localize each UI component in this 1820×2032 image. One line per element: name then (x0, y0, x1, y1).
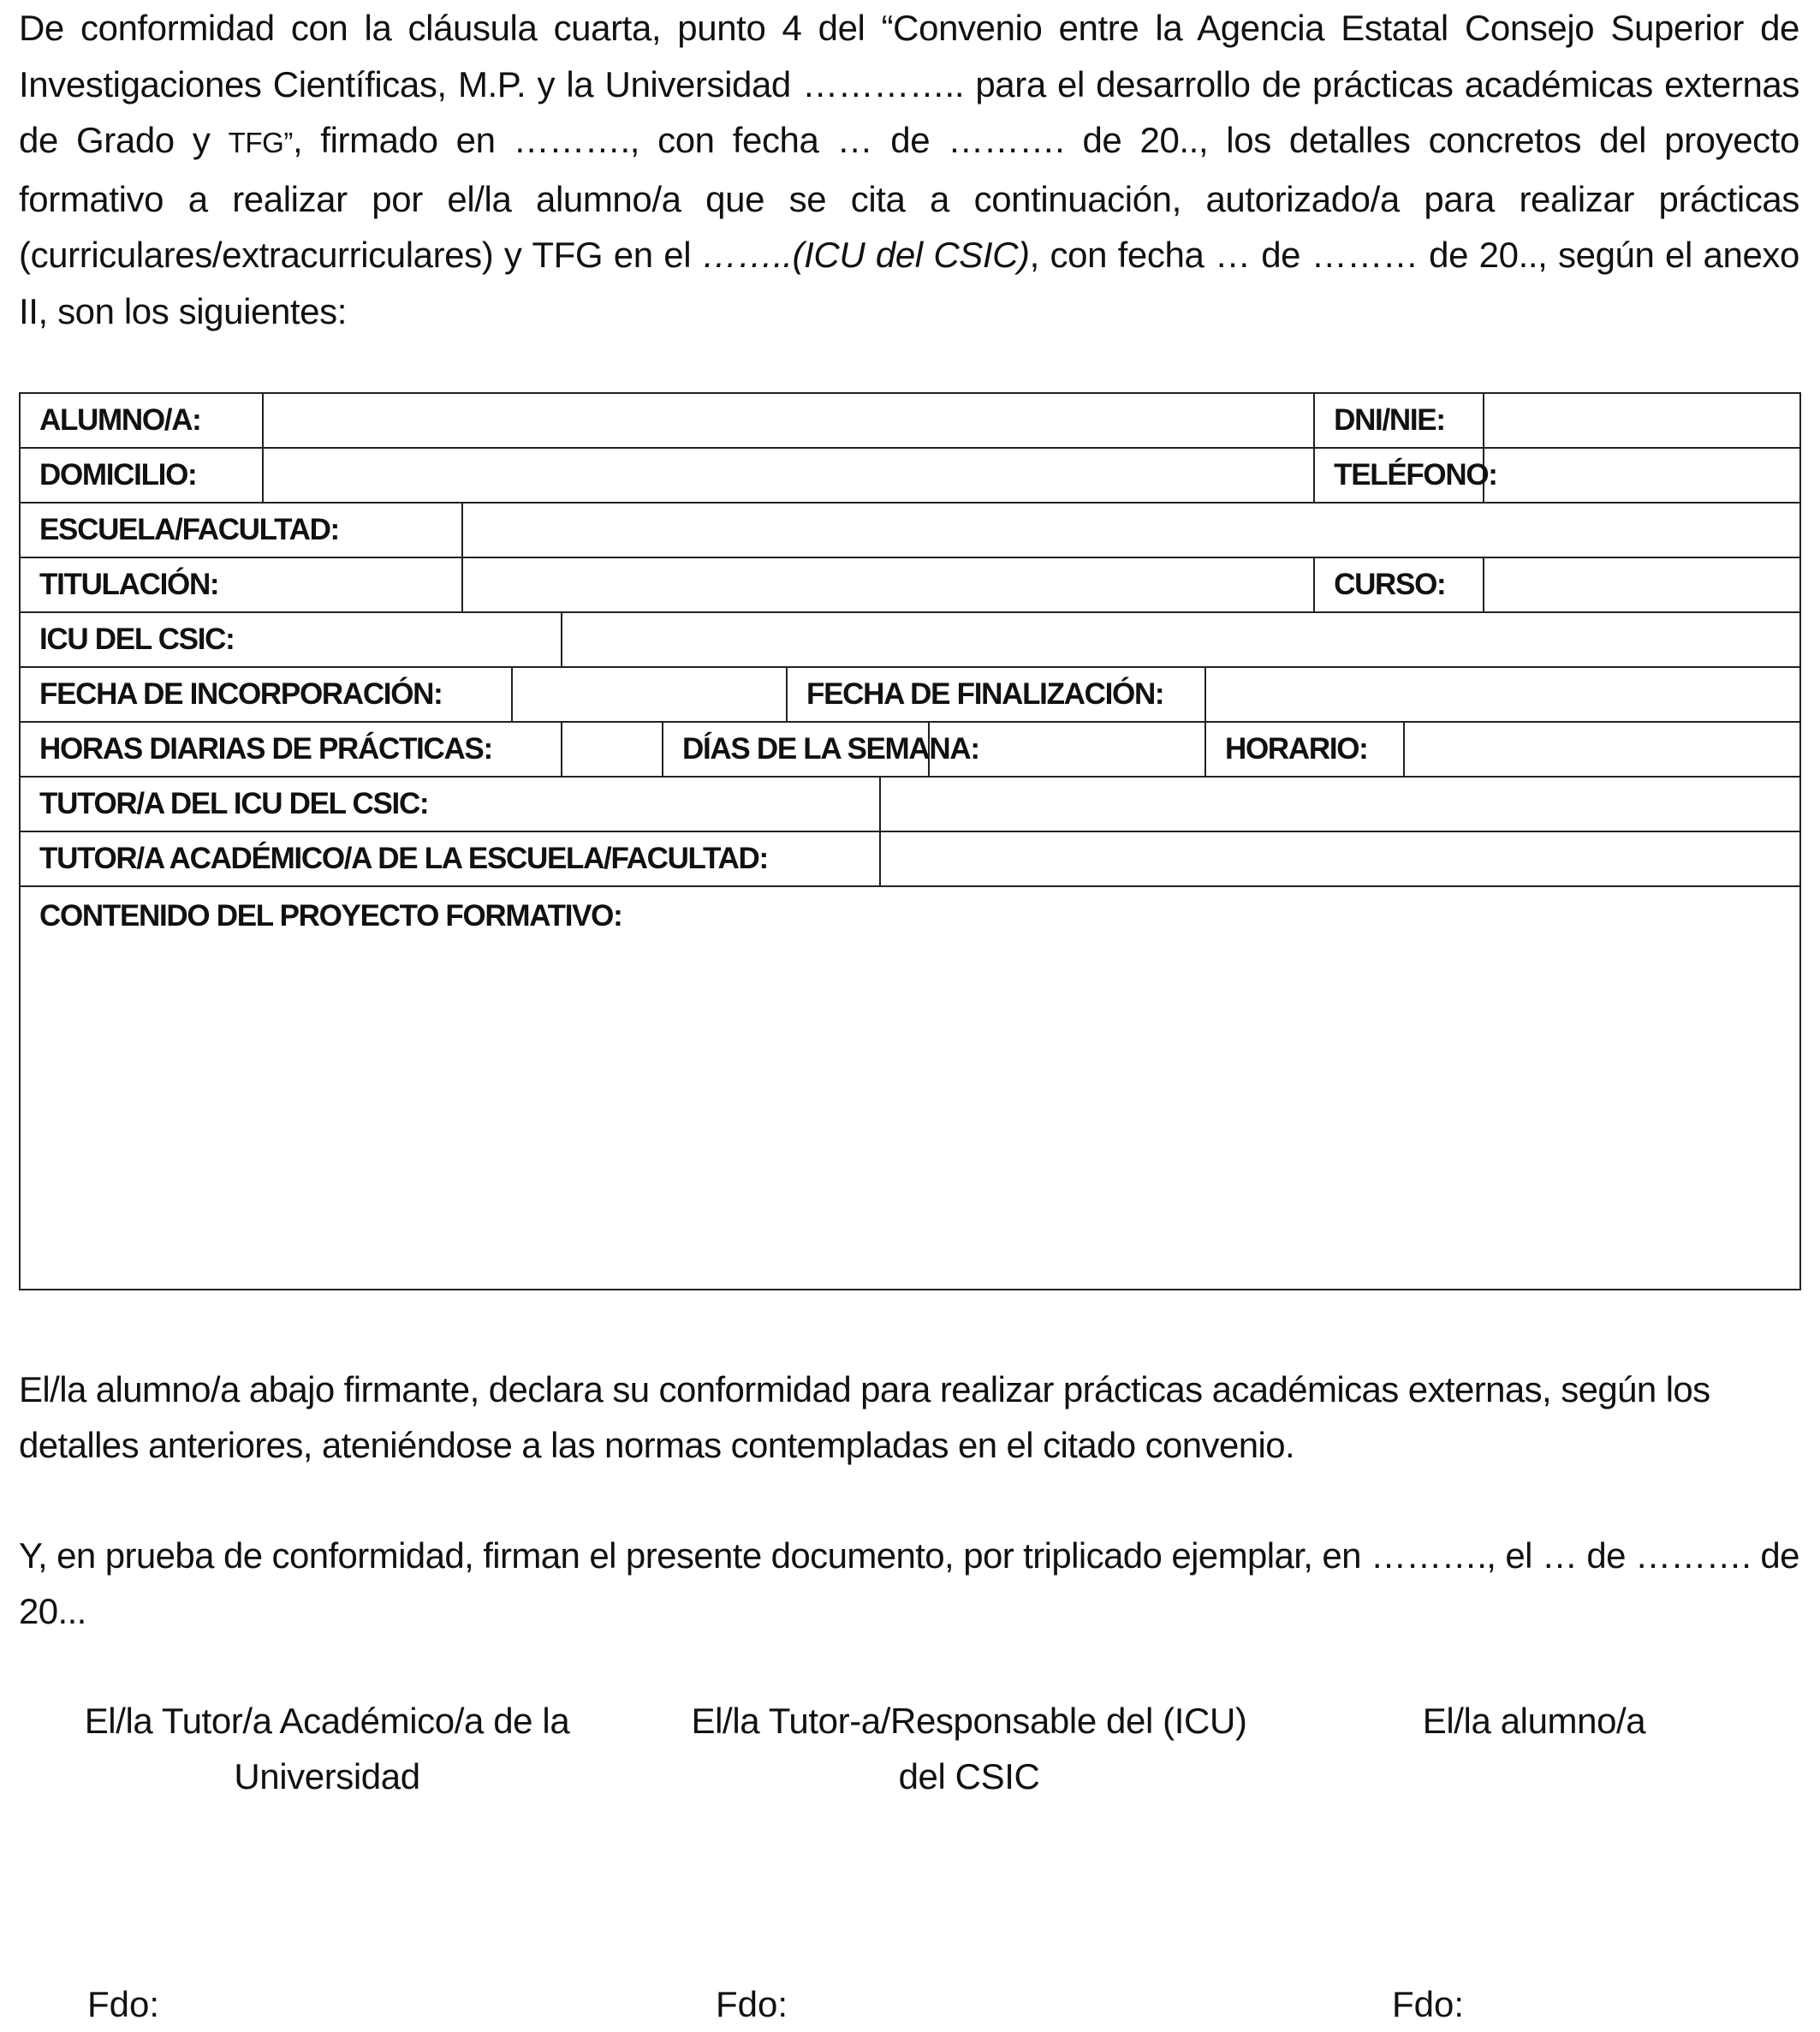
signature-academic-line2: Universidad (234, 1756, 420, 1797)
field-curso[interactable] (1484, 557, 1800, 612)
field-fecha-incorporacion[interactable] (512, 667, 787, 722)
label-alumno: ALUMNO/A: (20, 393, 263, 448)
fdo-academic: Fdo: (87, 1984, 160, 2024)
signature-csic-tutor (652, 1693, 1286, 1804)
intro-text-2: , firmado en ………., con fecha … de ………. de 20.., los detalles concretos del proyecto formativo a realizar por el/la alumno/a que se cita a continuación, autorizado/a para realizar prácticas (curriculares/extracurriculares) y TFG en el (19, 120, 1799, 275)
label-fecha-finalizacion: FECHA DE FINALIZACIÓN: (787, 667, 1205, 722)
field-icu[interactable] (562, 612, 1800, 667)
label-titulacion: TITULACIÓN: (20, 557, 462, 612)
field-horas[interactable] (562, 722, 663, 777)
document-page (19, 0, 1799, 2024)
signature-csic-line1: El/la Tutor-a/Responsable del (ICU) (691, 1701, 1247, 1741)
field-alumno[interactable] (263, 393, 1314, 448)
signature-student (1354, 1693, 1714, 1749)
label-fecha-incorporacion: FECHA DE INCORPORACIÓN: (20, 667, 512, 722)
label-tutor-icu: TUTOR/A DEL ICU DEL CSIC: (20, 777, 880, 831)
intro-text-3: , con fecha … de ……… de 20.., según el anexo II, son los siguientes: (19, 235, 1799, 331)
intro-icu-placeholder: ……..(ICU del CSIC) (701, 235, 1030, 275)
intro-text-1: De conformidad con la cláusula cuarta, punto 4 del “Convenio entre la Agencia Estatal Consejo Superior de Investigaciones Científicas, M.P. y la Universidad ………….. para el desarrollo de prácticas académicas externas de Grado y (19, 8, 1799, 160)
field-escuela[interactable] (462, 503, 1800, 557)
label-escuela: ESCUELA/FACULTAD: (20, 503, 462, 557)
label-horario: HORARIO: (1205, 722, 1404, 777)
field-fecha-finalizacion[interactable] (1205, 667, 1800, 722)
label-icu: ICU DEL CSIC: (20, 612, 562, 667)
intro-tfg: TFG” (228, 127, 293, 158)
fdo-csic: Fdo: (716, 1984, 788, 2024)
signature-csic-line2: del CSIC (898, 1756, 1040, 1797)
label-horas: HORAS DIARIAS DE PRÁCTICAS: (20, 722, 562, 777)
label-dni: DNI/NIE: (1314, 393, 1484, 448)
label-dias: DÍAS DE LA SEMANA: (663, 722, 929, 777)
agreement-paragraph: Y, en prueba de conformidad, firman el presente documento, por triplicado ejemplar, en ………., el … de ………. de 20... (19, 1535, 1799, 1631)
label-curso: CURSO: (1314, 557, 1484, 612)
label-contenido: CONTENIDO DEL PROYECTO FORMATIVO: (39, 899, 622, 933)
label-telefono: TELÉFONO: (1314, 448, 1484, 503)
field-tutor-academico[interactable] (880, 831, 1800, 886)
intro-paragraph (19, 0, 1799, 339)
signature-student-line1: El/la alumno/a (1422, 1701, 1646, 1741)
field-dni[interactable] (1484, 393, 1800, 448)
signature-academic-line1: El/la Tutor/a Académico/a de la (84, 1701, 570, 1741)
declaration-paragraph: El/la alumno/a abajo firmante, declara su conformidad para realizar prácticas académicas externas, según los detalles anteriores, ateniéndose a las normas contempladas en el citado convenio. (19, 1369, 1710, 1465)
label-domicilio: DOMICILIO: (20, 448, 263, 503)
label-tutor-academico: TUTOR/A ACADÉMICO/A DE LA ESCUELA/FACULTAD: (20, 831, 880, 886)
field-domicilio[interactable] (263, 448, 1314, 503)
field-horario[interactable] (1404, 722, 1800, 777)
field-tutor-icu[interactable] (880, 777, 1800, 831)
field-contenido-proyecto[interactable] (20, 886, 1800, 1290)
field-telefono[interactable] (1484, 448, 1800, 503)
field-titulacion[interactable] (462, 557, 1314, 612)
student-details-table (19, 392, 1801, 1290)
signature-academic-tutor (70, 1693, 584, 1804)
fdo-student: Fdo: (1392, 1984, 1465, 2024)
